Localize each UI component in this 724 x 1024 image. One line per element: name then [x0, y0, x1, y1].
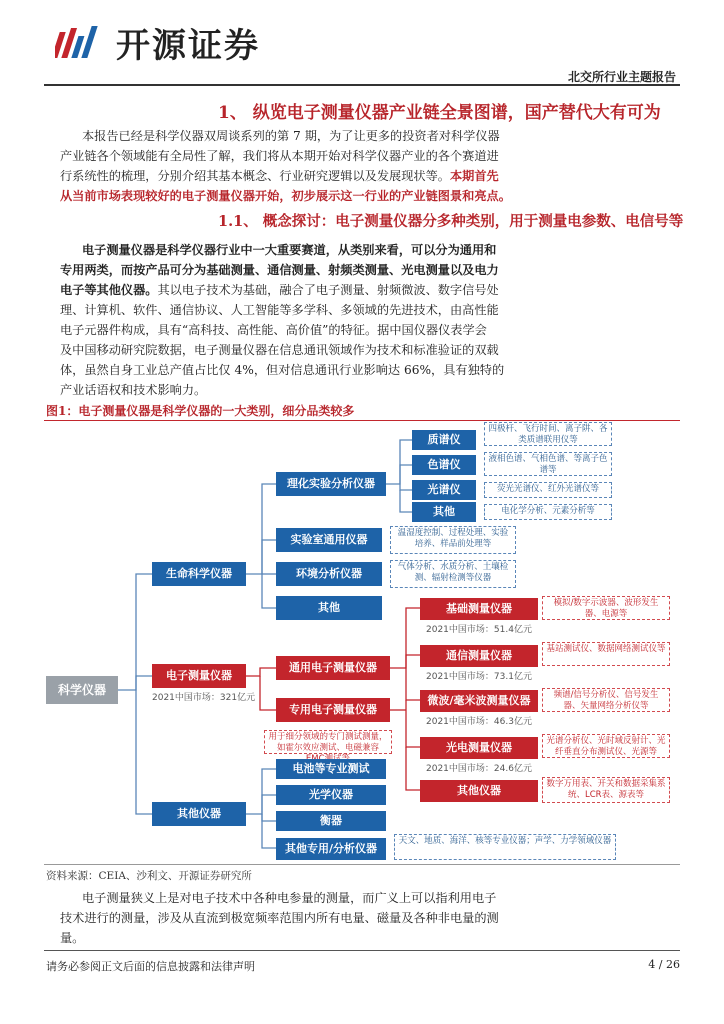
- node-chromatograph: 色谱仪: [412, 455, 476, 475]
- node-optoelectronic-measurement: 光电测量仪器: [420, 737, 538, 759]
- note-other-electronic: 数字万用表、开关和数据采集系统、LCR表、源表等: [542, 777, 670, 803]
- note-comm-measurement: 基站测试仪、数据网络测试仪等: [542, 642, 670, 666]
- node-life-other: 其他: [276, 596, 382, 620]
- note-mass-spec: 四极杆、飞行时间、离子阱、各类质谱联用仪等: [484, 422, 612, 446]
- node-lab-general: 实验室通用仪器: [276, 528, 382, 552]
- intro-line: 行系统性的梳理，分别介绍其基本概念、行业研究逻辑以及发展现状等。: [60, 169, 450, 183]
- node-life-science: 生命科学仪器: [152, 562, 246, 586]
- node-general-electronic: 通用电子测量仪器: [276, 656, 390, 680]
- body-line: 体，虽然自身工业总产值占比仅 4%，但对信息通讯行业影响达 66%，具有独特的: [60, 363, 505, 377]
- note-spectrometer: 荧光光谱仪、红外光谱仪等: [484, 482, 612, 498]
- node-mass-spec: 质谱仪: [412, 430, 476, 450]
- body-line: 理、计算机、软件、通信协议、人工智能等多学科、多领域的先进技术，由高性能: [60, 303, 499, 317]
- note-special-electronic: 用于细分领域的专门测试测量，如霍尔效应测试、电磁兼容: [264, 730, 392, 754]
- node-weighing: 衡器: [276, 811, 386, 831]
- node-spectrometer: 光谱仪: [412, 480, 476, 500]
- node-optical-instruments: 光学仪器: [276, 785, 386, 805]
- section-1-1-title: 1.1、 概念探讨：电子测量仪器分多种类别，用于测量电参数、电信号等: [218, 213, 684, 230]
- market-optoelectronic-measurement: 2021中国市场：24.6亿元: [426, 764, 532, 774]
- market-comm-measurement: 2021中国市场：73.1亿元: [426, 672, 532, 682]
- body-line: 电子元器件构成，具有“高科技、高性能、高价值”的特征。据中国仪器仪表学会: [60, 323, 487, 337]
- note-lab-other: 电化学分析、元素分析等: [484, 504, 612, 520]
- figure-bottom-rule: [44, 864, 680, 865]
- intro-line: 本报告已经是科学仪器双周谈系列的第 7 期，为了让更多的投资者对科学仪器: [82, 129, 500, 143]
- note-microwave-measurement: 频谱/信号分析仪、信号发生器、矢量网络分析仪等: [542, 688, 670, 712]
- footer-divider: [44, 950, 680, 951]
- note-env-analysis: 气体分析、水质分析、土壤检测、辐射检测等仪器: [390, 560, 516, 588]
- note-basic-measurement: 模拟/数字示波器、波形发生器、电源等: [542, 596, 670, 620]
- market-microwave-measurement: 2021中国市场：46.3亿元: [426, 717, 532, 727]
- intro-highlight: 本期首先: [450, 169, 499, 183]
- intro-line: 从当前市场表现较好的电子测量仪器开始，初步展示这一行业的产业链图景和亮点。: [60, 189, 511, 203]
- figure-source: 资料来源：CEIA、沙利文、开源证券研究所: [46, 870, 252, 882]
- intro-line: 产业链各个领域能有全局性了解，我们将从本期开始对科学仪器产业的各个赛道进: [60, 149, 499, 163]
- node-env-analysis: 环境分析仪器: [276, 562, 382, 586]
- node-lab-other: 其他: [412, 502, 476, 522]
- figure-title: 图1：电子测量仪器是科学仪器的一大类别，细分品类较多: [46, 404, 355, 418]
- closing-paragraph: [60, 888, 680, 948]
- node-special-analysis: 其他专用/分析仪器: [276, 838, 386, 860]
- section-1-title: 1、 纵览电子测量仪器产业链全景图谱，国产替代大有可为: [218, 103, 661, 123]
- note-chromatograph: 液相色谱、气相色谱、等离子色谱等: [484, 452, 612, 476]
- body-line: 其以电子技术为基础，融合了电子测量、射频微波、数字信号处: [157, 283, 499, 297]
- market-basic-measurement: 2021中国市场：51.4亿元: [426, 625, 532, 635]
- node-special-electronic: 专用电子测量仪器: [276, 698, 390, 722]
- report-type: 北交所行业主题报告: [567, 70, 676, 84]
- node-basic-measurement: 基础测量仪器: [420, 598, 538, 620]
- closing-line: 量。: [60, 931, 85, 945]
- footer-disclaimer: 请务必参阅正文后面的信息披露和法律声明: [46, 960, 255, 973]
- note-lab-general: 温湿度控制、过程处理、实验培养、样品前处理等: [390, 526, 516, 554]
- node-lab-analysis: 理化实验分析仪器: [276, 472, 386, 496]
- note-optoelectronic-measurement: 光谱分析仪、光时域反射计、光纤垂直分布测试仪、光源等: [542, 734, 670, 758]
- node-comm-measurement: 通信测量仪器: [420, 645, 538, 667]
- brand-name: 开源证券: [116, 26, 260, 66]
- node-battery-testing: 电池等专业测试: [276, 759, 386, 779]
- page-number: 4 / 26: [648, 958, 680, 971]
- node-microwave-measurement: 微波/毫米波测量仪器: [420, 690, 538, 712]
- body-line: 电子等其他仪器。: [60, 283, 158, 297]
- body-line: 及中国移动研究院数据，电子测量仪器在信息通讯领域作为技术和标准验证的双载: [60, 343, 499, 357]
- node-scientific-instruments: 科学仪器: [46, 676, 118, 704]
- body-line: 产业话语权和技术影响力。: [60, 383, 207, 397]
- body-line: 专用两类，而按产品可分为基础测量、通信测量、射频类测量、光电测量以及电力: [60, 263, 499, 277]
- body-line: 电子测量仪器是科学仪器行业中一大重要赛道，从类别来看，可以分为通用和: [82, 243, 497, 257]
- node-other-electronic: 其他仪器: [420, 780, 538, 802]
- note-special-analysis: 天文、地质、海洋、核等专业仪器；声学、力学领域仪器: [394, 834, 616, 860]
- electronic-market-size: 2021中国市场：321亿元: [152, 693, 256, 703]
- closing-line: 技术进行的测量，涉及从直流到极宽频率范围内所有电量、磁量及各种非电量的测: [60, 911, 499, 925]
- closing-line: 电子测量狭义上是对电子技术中各种电参量的测量，而广义上可以指利用电子: [82, 891, 497, 905]
- node-electronic-measurement: 电子测量仪器: [152, 664, 246, 688]
- node-other-instruments: 其他仪器: [152, 802, 246, 826]
